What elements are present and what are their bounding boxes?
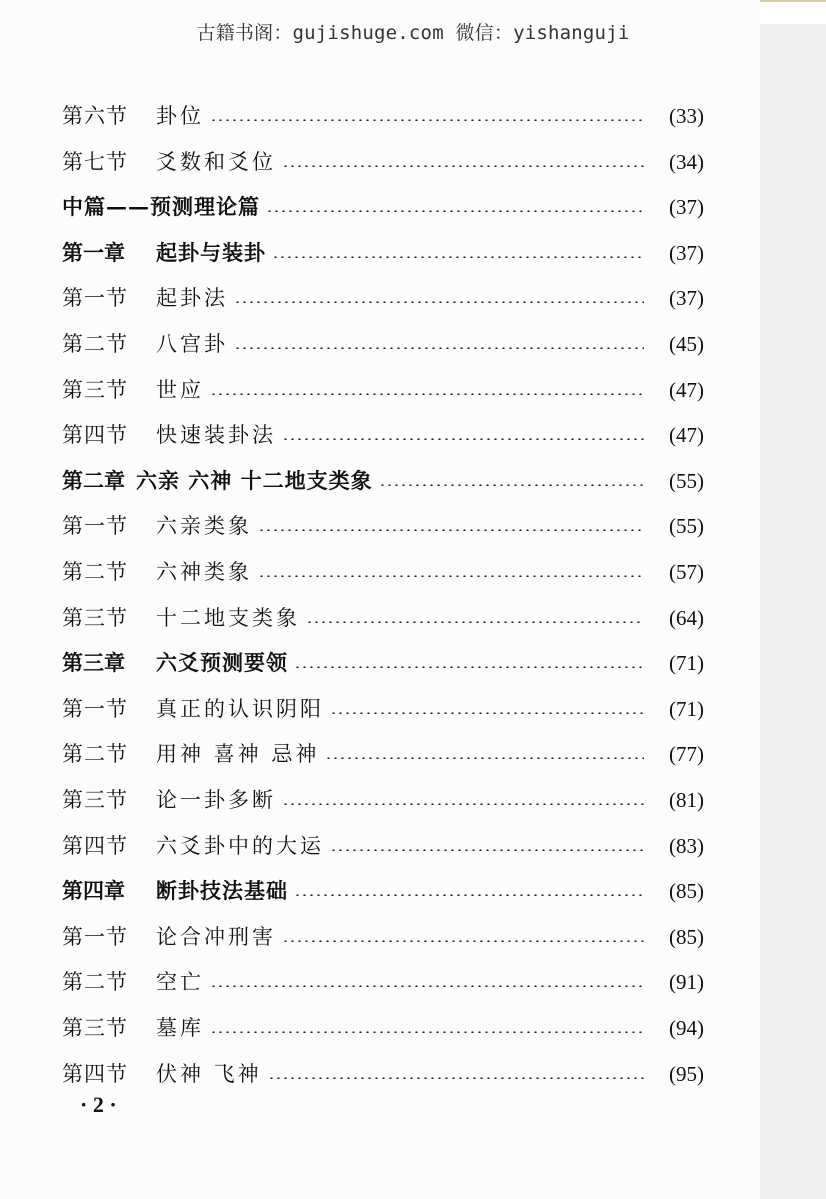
dot-leader	[272, 256, 644, 258]
dot-leader	[210, 1031, 644, 1033]
toc-entry	[62, 324, 704, 364]
toc-entry-page: (64)	[669, 605, 704, 630]
toc-entry	[62, 278, 704, 318]
toc-entry-page: (91)	[669, 970, 704, 995]
toc-entry-title: 空亡	[156, 970, 204, 995]
toc-entry-title: 真正的认识阴阳	[156, 696, 324, 721]
dot-leader	[258, 575, 644, 577]
toc-entry-page: (77)	[669, 742, 704, 767]
toc-entry-title: 快速装卦法	[156, 423, 276, 448]
toc-entry-number: 第二章	[62, 467, 125, 493]
toc-entry	[62, 962, 704, 1002]
toc-entry	[62, 871, 704, 911]
toc-entry	[62, 734, 704, 774]
page-margin-strip	[760, 24, 826, 1199]
toc-entry-title: 论一卦多断	[156, 788, 276, 812]
toc-entry-title: 六爻预测要领	[156, 650, 288, 676]
dot-leader	[234, 347, 644, 349]
toc-entry-number: 第一章	[62, 239, 125, 265]
toc-entry	[62, 370, 704, 410]
toc-entry-number: 第三节	[62, 788, 128, 812]
dot-leader	[258, 529, 644, 531]
toc-entry-number: 第二节	[62, 560, 128, 584]
toc-entry-page: (45)	[669, 332, 704, 356]
dot-leader	[282, 438, 644, 440]
dot-leader	[306, 621, 644, 623]
toc-entry	[62, 1054, 704, 1094]
toc-entry-page: (85)	[669, 879, 704, 904]
toc-entry-number: 第三节	[62, 1016, 128, 1040]
toc-entry	[62, 689, 704, 729]
toc-entry	[62, 96, 704, 136]
dot-leader	[325, 757, 644, 759]
toc-entry-page: (83)	[669, 833, 704, 858]
toc-entry-title: 墓库	[156, 1016, 204, 1040]
toc-entry	[62, 552, 704, 592]
toc-entry-number: 第一节	[62, 924, 128, 949]
toc-entry-number: 第三节	[62, 377, 128, 402]
dot-leader	[210, 119, 644, 121]
toc-entry-number: 第二节	[62, 970, 128, 995]
dot-leader	[210, 393, 644, 395]
toc-entry	[62, 598, 704, 638]
toc-entry-number: 第三章	[62, 650, 125, 676]
toc-entry-number: 第六节	[62, 104, 128, 128]
toc-entry-title: 用神 喜神 忌神	[156, 742, 320, 767]
toc-entry-page: (81)	[669, 788, 704, 812]
toc-entry-page: (57)	[669, 560, 704, 584]
toc-entry-number: 第四节	[62, 833, 128, 858]
toc-entry-number: 第二节	[62, 332, 128, 356]
toc-entry-number: 第一节	[62, 514, 128, 539]
dot-leader	[282, 940, 644, 942]
dot-leader	[210, 985, 644, 987]
toc-entry-title: 六神类象	[156, 560, 252, 584]
toc-entry-title: 世应	[156, 377, 204, 402]
toc-entry	[62, 187, 704, 227]
dot-leader	[268, 1077, 644, 1079]
toc-entry	[62, 1008, 704, 1048]
toc-entry-title: 六亲 六神 十二地支类象	[136, 467, 373, 493]
toc-entry-title: 中篇——预测理论篇	[62, 194, 260, 220]
toc-entry-title: 十二地支类象	[156, 605, 300, 630]
toc-entry-title: 论合冲刑害	[156, 924, 276, 949]
toc-entry	[62, 142, 704, 182]
toc-entry	[62, 826, 704, 866]
toc-entry-number: 第二节	[62, 742, 128, 767]
toc-entry-number: 第三节	[62, 605, 128, 630]
toc-entry-page: (47)	[669, 423, 704, 448]
toc-entry-page: (55)	[669, 468, 704, 493]
toc-entry	[62, 643, 704, 683]
dot-leader	[282, 165, 644, 167]
toc-entry-number: 第四节	[62, 423, 128, 448]
toc-entry-page: (94)	[669, 1016, 704, 1040]
dot-leader	[330, 849, 644, 851]
toc-entry-title: 六爻卦中的大运	[156, 833, 324, 858]
dot-leader	[266, 210, 644, 212]
toc-entry-page: (85)	[669, 924, 704, 949]
page-number: · 2 ·	[80, 1092, 117, 1117]
toc-entry-page: (55)	[669, 514, 704, 539]
toc-entry-title: 六亲类象	[156, 514, 252, 539]
toc-entry-page: (71)	[669, 651, 704, 676]
toc-entry-page: (33)	[669, 104, 704, 128]
toc-entry-page: (37)	[669, 240, 704, 265]
dot-leader	[330, 712, 644, 714]
toc-entry-page: (37)	[669, 195, 704, 220]
toc-entry-number: 第四章	[62, 878, 125, 904]
toc-entry-title: 断卦技法基础	[156, 878, 288, 904]
toc-entry-title: 起卦与装卦	[156, 239, 266, 265]
dot-leader	[294, 894, 644, 896]
dot-leader	[379, 484, 644, 486]
dot-leader	[294, 666, 644, 668]
toc-entry-title: 起卦法	[156, 286, 228, 311]
toc-entry	[62, 415, 704, 455]
toc-entry-number: 第七节	[62, 149, 128, 174]
toc-entry-number: 第一节	[62, 696, 128, 721]
toc-entry-number: 第一节	[62, 286, 128, 311]
toc-entry	[62, 780, 704, 820]
toc-entry-page: (34)	[669, 149, 704, 174]
toc-entry	[62, 461, 704, 501]
toc-entry-number: 第四节	[62, 1061, 128, 1086]
toc-entry-title: 伏神 飞神	[156, 1061, 262, 1086]
dot-leader	[234, 301, 644, 303]
toc-entry	[62, 233, 704, 273]
toc-entry-title: 八宫卦	[156, 332, 228, 356]
toc-entry	[62, 506, 704, 546]
toc-entry-page: (37)	[669, 286, 704, 311]
watermark-text: 古籍书阁：gujishuge.com 微信：yishanguji	[196, 22, 630, 44]
toc-entry	[62, 917, 704, 957]
toc-entry-title: 卦位	[156, 104, 204, 128]
dot-leader	[282, 803, 644, 805]
toc-entry-page: (47)	[669, 377, 704, 402]
toc-entry-page: (71)	[669, 696, 704, 721]
toc-entry-page: (95)	[669, 1061, 704, 1086]
toc-entry-title: 爻数和爻位	[156, 149, 276, 174]
